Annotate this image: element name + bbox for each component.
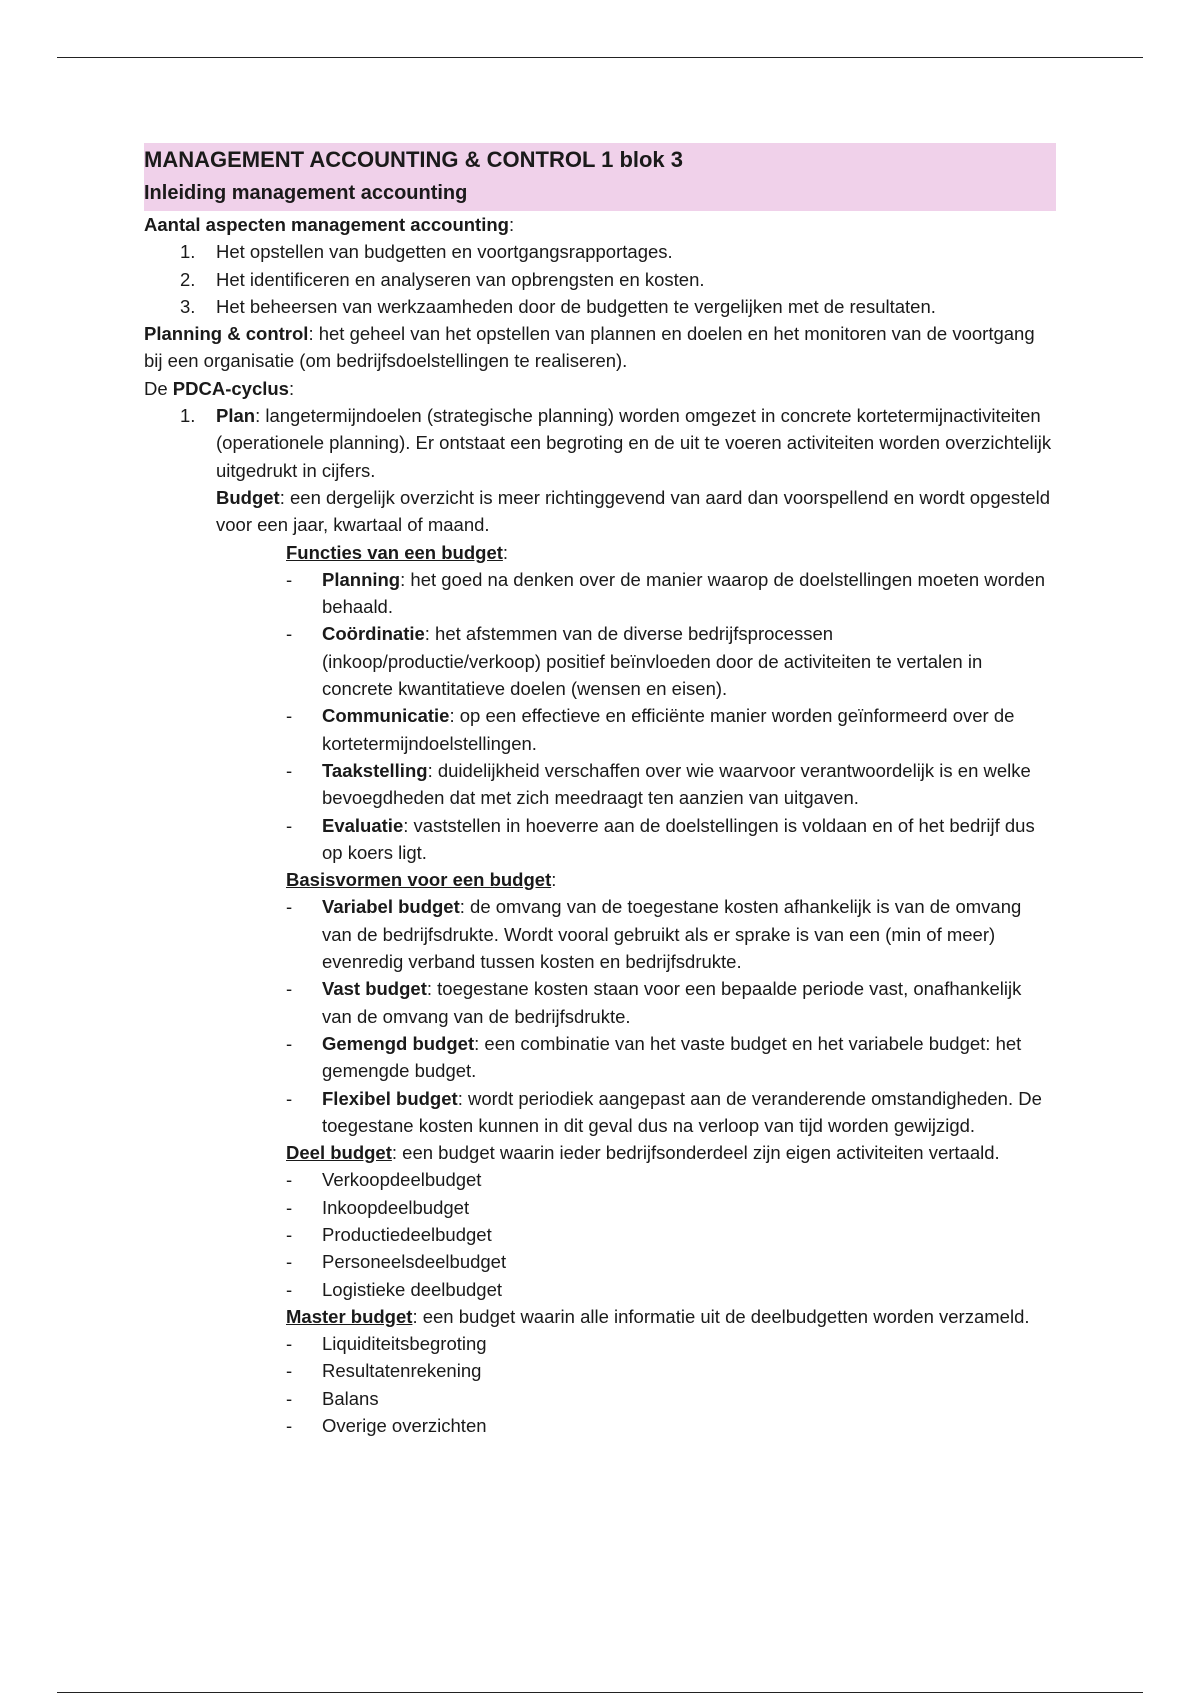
planning-control-definition: Planning & control: het geheel van het opstellen van plannen en doelen en het monitoren van de voortgang bij een organisatie (om bedrijfsdoelstellingen te realiseren). xyxy=(144,323,1035,372)
budget-details xyxy=(144,539,1056,1440)
aspects-heading: Aantal aspecten management accounting: xyxy=(144,214,515,235)
list-item: - Productiedeelbudget xyxy=(286,1223,492,1245)
list-item: - Logistieke deelbudget xyxy=(286,1278,503,1300)
list-item: - Coördinatie: het afstemmen van de diverse bedrijfsprocessen (inkoop/productie/verkoop) positief beïnvloeden door de activiteiten te vertalen in concrete kwantitatieve doelen (wensen en eisen). xyxy=(286,623,983,700)
list-item: - Inkoopdeelbudget xyxy=(286,1196,470,1218)
list-item: - Liquiditeitsbegroting xyxy=(286,1333,487,1355)
list-item: - Personeelsdeelbudget xyxy=(286,1251,507,1273)
list-item: - Planning: het goed na denken over de manier waarop de doelstellingen moeten worden behaald. xyxy=(286,568,1045,618)
list-item: - Taakstelling: duidelijkheid verschaffen over wie waarvoor verantwoordelijk is en welke bevoegdheden dat met zich meedraagt ten aanzien van uitgaven. xyxy=(286,759,1031,809)
bottom-rule xyxy=(57,1692,1143,1693)
list-item: - Overige overzichten xyxy=(286,1415,487,1437)
list-item: - Vast budget: toegestane kosten staan voor een bepaalde periode vast, onafhankelijk van de omvang van de bedrijfsdrukte. xyxy=(286,978,1022,1027)
budget-definition: Budget: een dergelijk overzicht is meer richtinggevend van aard dan voorspellend en wordt opgesteld voor een jaar, kwartaal of maand. xyxy=(216,486,1050,536)
list-item: - Communicatie: op een effectieve en efficiënte manier worden geïnformeerd over de kortetermijndoelstellingen. xyxy=(286,705,1015,754)
list-item: 2. Het identificeren en analyseren van opbrengsten en kosten. xyxy=(180,268,705,290)
section-subtitle: Inleiding management accounting xyxy=(144,182,468,204)
document-body xyxy=(144,143,1056,1439)
basic-forms-heading: Basisvormen voor een budget: xyxy=(286,869,557,891)
list-item: 3. Het beheersen van werkzaamheden door de budgetten te vergelijken met de resultaten. xyxy=(180,295,936,317)
list-item: 1. Het opstellen van budgetten en voortgangsrapportages. xyxy=(180,241,673,263)
heading-block xyxy=(144,143,1056,211)
master-budget-definition: Master budget: een budget waarin alle informatie uit de deelbudgetten worden verzameld. xyxy=(286,1305,1030,1327)
top-rule xyxy=(57,57,1143,58)
list-item: - Gemengd budget: een combinatie van het vaste budget en het variabele budget: het gemengde budget. xyxy=(286,1032,1022,1082)
page-title: MANAGEMENT ACCOUNTING & CONTROL 1 blok 3 xyxy=(144,147,684,172)
list-item: - Resultatenrekening xyxy=(286,1360,482,1382)
list-item: - Balans xyxy=(286,1387,379,1409)
list-item: - Variabel budget: de omvang van de toegestane kosten afhankelijk is van de omvang van de bedrijfsdrukte. Wordt vooral gebruikt als er sprake is van een (min of meer) evenredig verband tussen kosten en bedrijfsdrukte. xyxy=(286,896,1022,973)
pdca-heading: De PDCA-cyclus: xyxy=(144,377,295,399)
list-item: - Flexibel budget: wordt periodiek aangepast aan de veranderende omstandigheden. De toegestane kosten kunnen in dit geval dus na verloop van tijd worden gewijzigd. xyxy=(286,1087,1042,1136)
functions-heading: Functies van een budget: xyxy=(286,541,509,563)
list-item: - Evaluatie: vaststellen in hoeverre aan de doelstellingen is voldaan en of het bedrijf dus op koers ligt. xyxy=(286,814,1035,863)
list-item: - Verkoopdeelbudget xyxy=(286,1169,482,1191)
pdca-plan-item: 1. Plan: langetermijndoelen (strategische planning) worden omgezet in concrete kortetermijnactiviteiten (operationele planning). Er ontstaat een begroting en de uit te voeren activiteiten worden overzichtelijk uitgedrukt in cijfers. xyxy=(180,405,1052,481)
partial-budget-definition: Deel budget: een budget waarin ieder bedrijfsonderdeel zijn eigen activiteiten vertaald. xyxy=(286,1142,1000,1164)
